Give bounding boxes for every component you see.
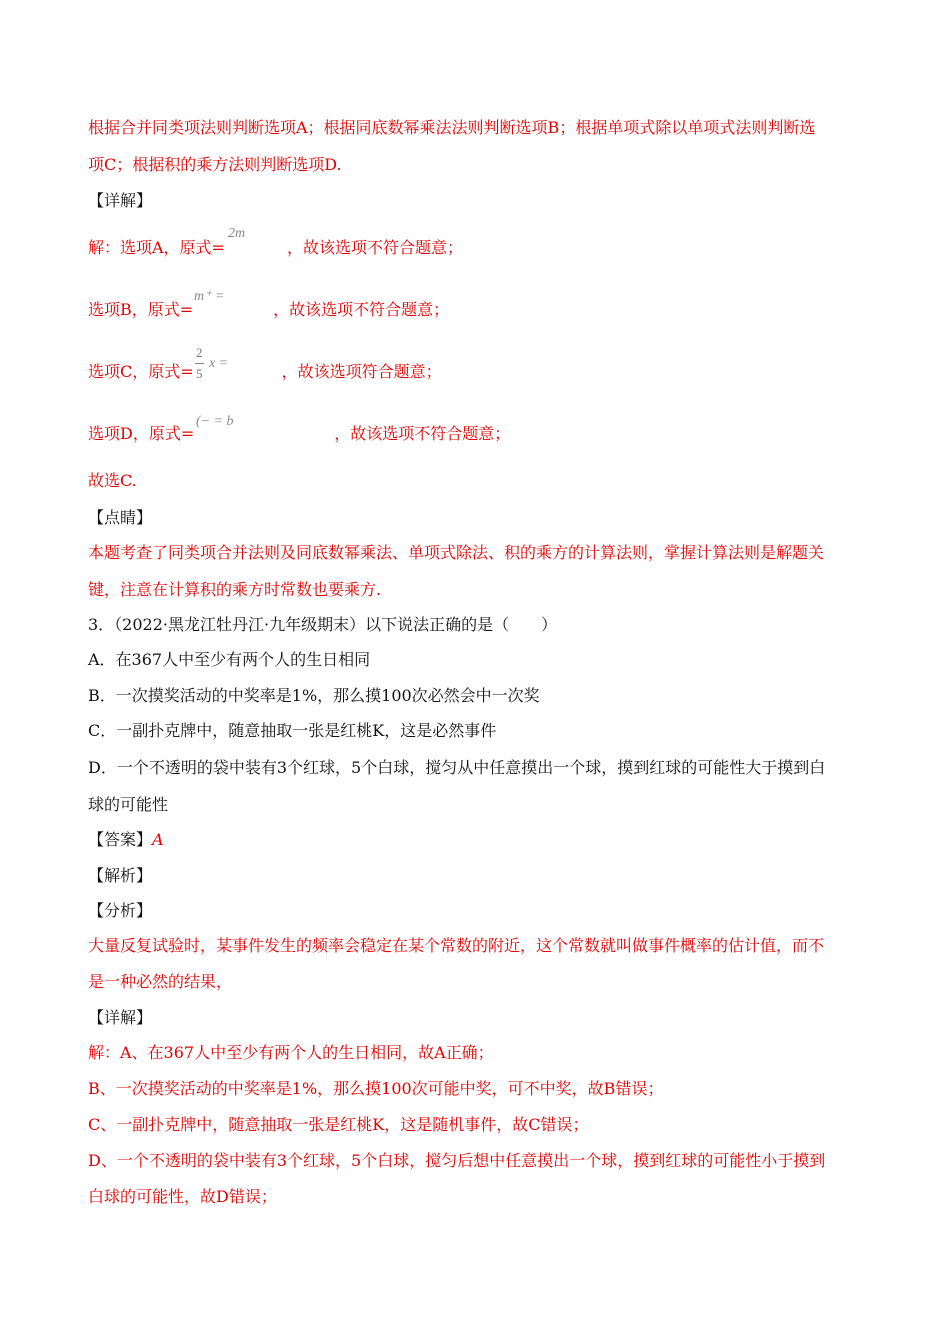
analysis-line-2: 项C；根据积的乘方法则判断选项D. bbox=[88, 155, 342, 174]
comment-line-2: 键，注意在计算积的乘方时常数也要乘方. bbox=[88, 580, 382, 599]
detail-heading-2: 【详解】 bbox=[88, 1008, 153, 1027]
option-b-prefix: 选项B，原式= bbox=[88, 300, 194, 319]
option-c-suffix: ，故该选项符合题意； bbox=[281, 362, 442, 381]
option-a-suffix: ，故该选项不符合题意； bbox=[286, 238, 463, 257]
option-d-line-2: 球的可能性 bbox=[88, 795, 169, 814]
question-stem: 3．（2022·黑龙江牡丹江·九年级期末）以下说法正确的是（ ） bbox=[88, 615, 558, 634]
conclusion: 故选C. bbox=[88, 471, 137, 490]
option-c-formula: x = bbox=[209, 356, 229, 371]
option-d-prefix: 选项D，原式= bbox=[88, 424, 195, 443]
option-b-formula: m⁺ = bbox=[194, 289, 225, 304]
option-a-prefix: 解：选项A，原式= bbox=[88, 238, 225, 257]
option-d-suffix: ，故该选项不符合题意； bbox=[334, 424, 511, 443]
detail-d-line-1: D、一个不透明的袋中装有3个红球，5个白球，搅匀后想中任意摸出一个球，摸到红球的可能性小于摸到 bbox=[88, 1151, 826, 1170]
answer-label: 【答案】 bbox=[88, 830, 153, 849]
option-d-line-1: D．一个不透明的袋中装有3个红球，5个白球，搅匀从中任意摸出一个球，摸到红球的可能性大于摸到白 bbox=[88, 758, 826, 777]
answer-value: A bbox=[152, 830, 164, 849]
detail-c: C、一副扑克牌中，随意抽取一张是红桃K，这是随机事件，故C错误； bbox=[88, 1115, 589, 1134]
option-a: A．在367人中至少有两个人的生日相同 bbox=[88, 650, 371, 669]
option-c-frac-numerator: 2 bbox=[196, 345, 203, 360]
option-a-formula: 2m bbox=[228, 226, 246, 241]
analysis-line-1: 根据合并同类项法则判断选项A；根据同底数幂乘法法则判断选项B；根据单项式除以单项式法则判断选 bbox=[88, 118, 816, 137]
detail-heading: 【详解】 bbox=[88, 191, 153, 210]
option-c-solution bbox=[88, 362, 442, 382]
detail-a: 解：A、在367人中至少有两个人的生日相同，故A正确； bbox=[88, 1043, 494, 1062]
detail-b: B、一次摸奖活动的中奖率是1%，那么摸100次可能中奖，可不中奖，故B错误； bbox=[88, 1079, 664, 1098]
option-c: C．一副扑克牌中，随意抽取一张是红桃K，这是必然事件 bbox=[88, 721, 497, 740]
analysis-heading: 【解析】 bbox=[88, 866, 153, 885]
option-c-prefix: 选项C，原式= bbox=[88, 362, 194, 381]
fraction-bar bbox=[195, 363, 204, 364]
option-d-formula: (− = b bbox=[196, 414, 234, 429]
fenxi-line-2: 是一种必然的结果， bbox=[88, 972, 233, 991]
comment-line-1: 本题考查了同类项合并法则及同底数幂乘法、单项式除法、积的乘方的计算法则，掌握计算法则是解题关 bbox=[88, 543, 825, 562]
option-d-solution bbox=[88, 424, 510, 444]
option-b: B．一次摸奖活动的中奖率是1%，那么摸100次必然会中一次奖 bbox=[88, 686, 540, 705]
option-b-solution bbox=[88, 300, 449, 320]
fenxi-line-1: 大量反复试验时，某事件发生的频率会稳定在某个常数的附近，这个常数就叫做事件概率的估计值，而不 bbox=[88, 936, 825, 955]
answer-line bbox=[88, 830, 164, 850]
detail-d-line-2: 白球的可能性，故D错误； bbox=[88, 1187, 277, 1206]
option-c-frac-denominator: 5 bbox=[196, 366, 203, 381]
comment-heading: 【点睛】 bbox=[88, 508, 153, 527]
option-b-suffix: ，故该选项不符合题意； bbox=[273, 300, 450, 319]
option-a-solution bbox=[88, 238, 463, 258]
fenxi-heading: 【分析】 bbox=[88, 901, 153, 920]
